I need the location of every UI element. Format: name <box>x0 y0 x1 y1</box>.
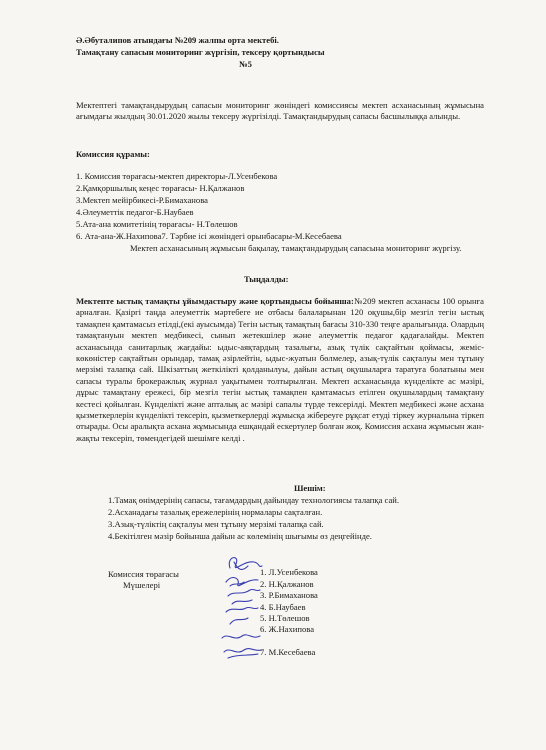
chair-label: Комиссия төрағасы <box>108 569 179 579</box>
member-name: 1. Л.Усенбекова <box>260 567 318 577</box>
member-name: 2. Н.Қалжанов <box>260 579 314 589</box>
commission-member: 5.Ата-ана комитетінің төрағасы- Н.Төлешов <box>76 219 238 229</box>
decision-item: 2.Асханадағы тазалық ережелерінің нормалары сақталған. <box>108 507 323 517</box>
heard-lead: Мектепте ыстық тамақты ұйымдастыру және қортындысы бойынша: <box>76 296 354 306</box>
document-number: №5 <box>239 59 252 69</box>
commission-member: 6. Ата-ана-Ж.Нахипова7. Тәрбие ісі жөніндегі орынбасары-М.Кесебаева <box>76 231 342 241</box>
heard-heading: Тыңдалды: <box>244 274 289 284</box>
member-name: 3. Р.Бимаханова <box>260 590 318 600</box>
commission-member: 1. Комиссия төрағасы-мектеп директоры-Л.Усенбекова <box>76 171 278 181</box>
member-name: 5. Н.Төлешов <box>260 613 310 623</box>
commission-member: 2.Қамқоршылық кеңес төрағасы- Н.Қалжанов <box>76 183 245 193</box>
commission-member: 4.Әлеуметтік педагог-Б.Наубаев <box>76 207 194 217</box>
decision-item: 1.Тамақ өнімдерінің сапасы, тағамдардың дайындау технологиясы талапқа сай. <box>108 495 400 505</box>
school-name: Ә.Әбуталипов атындағы №209 жалпы орта мектебі. <box>76 35 279 45</box>
document-title: Тамақтану сапасын мониторинг жүргізіп, тексеру қортындысы <box>76 47 325 57</box>
member-name: 7. М.Кесебаева <box>260 647 316 657</box>
heard-paragraph <box>76 296 484 444</box>
members-label: Мүшелері <box>123 580 161 590</box>
commission-heading: Комиссия құрамы: <box>76 149 150 159</box>
member-name: 6. Ж.Нахипова <box>260 624 315 634</box>
member-name: 4. Б.Наубаев <box>260 602 306 612</box>
decision-item: 4.Бекітілген мәзір бойынша дайын ас көлемінің шығымы өз деңгейінде. <box>108 531 372 541</box>
commission-purpose: Мектеп асханасының жұмысын бақылау, тамақтандырудың сапасына мониторинг жүргізу. <box>130 243 462 253</box>
decision-heading: Шешім: <box>294 483 326 493</box>
decision-item: 3.Азық-түліктің сақталуы мен тұтыну мерзімі талапқа сай. <box>108 519 324 529</box>
heard-body: №209 мектеп асханасы 100 орынға арналған. Қазіргі таңда әлеуметтік мәртебеге ие отбасы балаларынан 120 оқушы,бір мезгіл тегін ыстық тамақпен қамтамасыз етілді,(екі ауысымда) Тегін ыстық тамақтың бағасы 310-330 теңге аралығында. Олардың тамақтануын мектеп медбикесі, сынып жетекшілер және әлеуметтік педагог қадағалайды. Мектеп асханасында санитарлық жағдайы: ыдыс-аяқтардың тазалығы, азық түлік сақтайтын қоймасы, жеміс-көкөністер сақтайтын орындар, тамақ әзірлейтін, ыдыс-жуатын бөлмелер, азық-түлік сақталуы мен тұтыну мерзімі талапқа сай. Шкізаттың жеткілікті қолданылуы, дайын астың оқушыларға таратуға болатыны мен сапасы туралы брокеражлық журнал уақытымен толтырылған. Мектеп асханасында күнделікте ас мәзірі, дұрыс тамақтану ережесі, бір мезгіл тегін ыстық тамақпен қамтамасыз етілген оқушылардың тамақтану кестесі қойылған. Күнделікті және апталық ас мәзірі сапалы түрде тексерілді. Мектеп медбикесі және асхана қызметкерлерін күнделікті тексеріп, қызметкерлерді жұмысқа жібереуге рұқсат етуді тіркеу журналына тіркеп отырады. Осы аралықта асхана жұмысында ешқандай ескертулер болған жоқ. Комиссия асхана жұмысын жан-жақты тексеріп, төмендегідей шешімге келді . <box>76 296 484 443</box>
commission-member: 3.Мектеп мейірбикесі-Р.Бимаханова <box>76 195 208 205</box>
intro-paragraph: Мектептегі тамақтандырудың сапасын мониторинг жөніндегі комиссиясы мектеп асханасының жұмысына ағымдағы жылдың 30.01.2020 жылы тексеру жүргізілді. Тамақтандырудың сапасы басшылыққа алынды. <box>76 100 484 122</box>
